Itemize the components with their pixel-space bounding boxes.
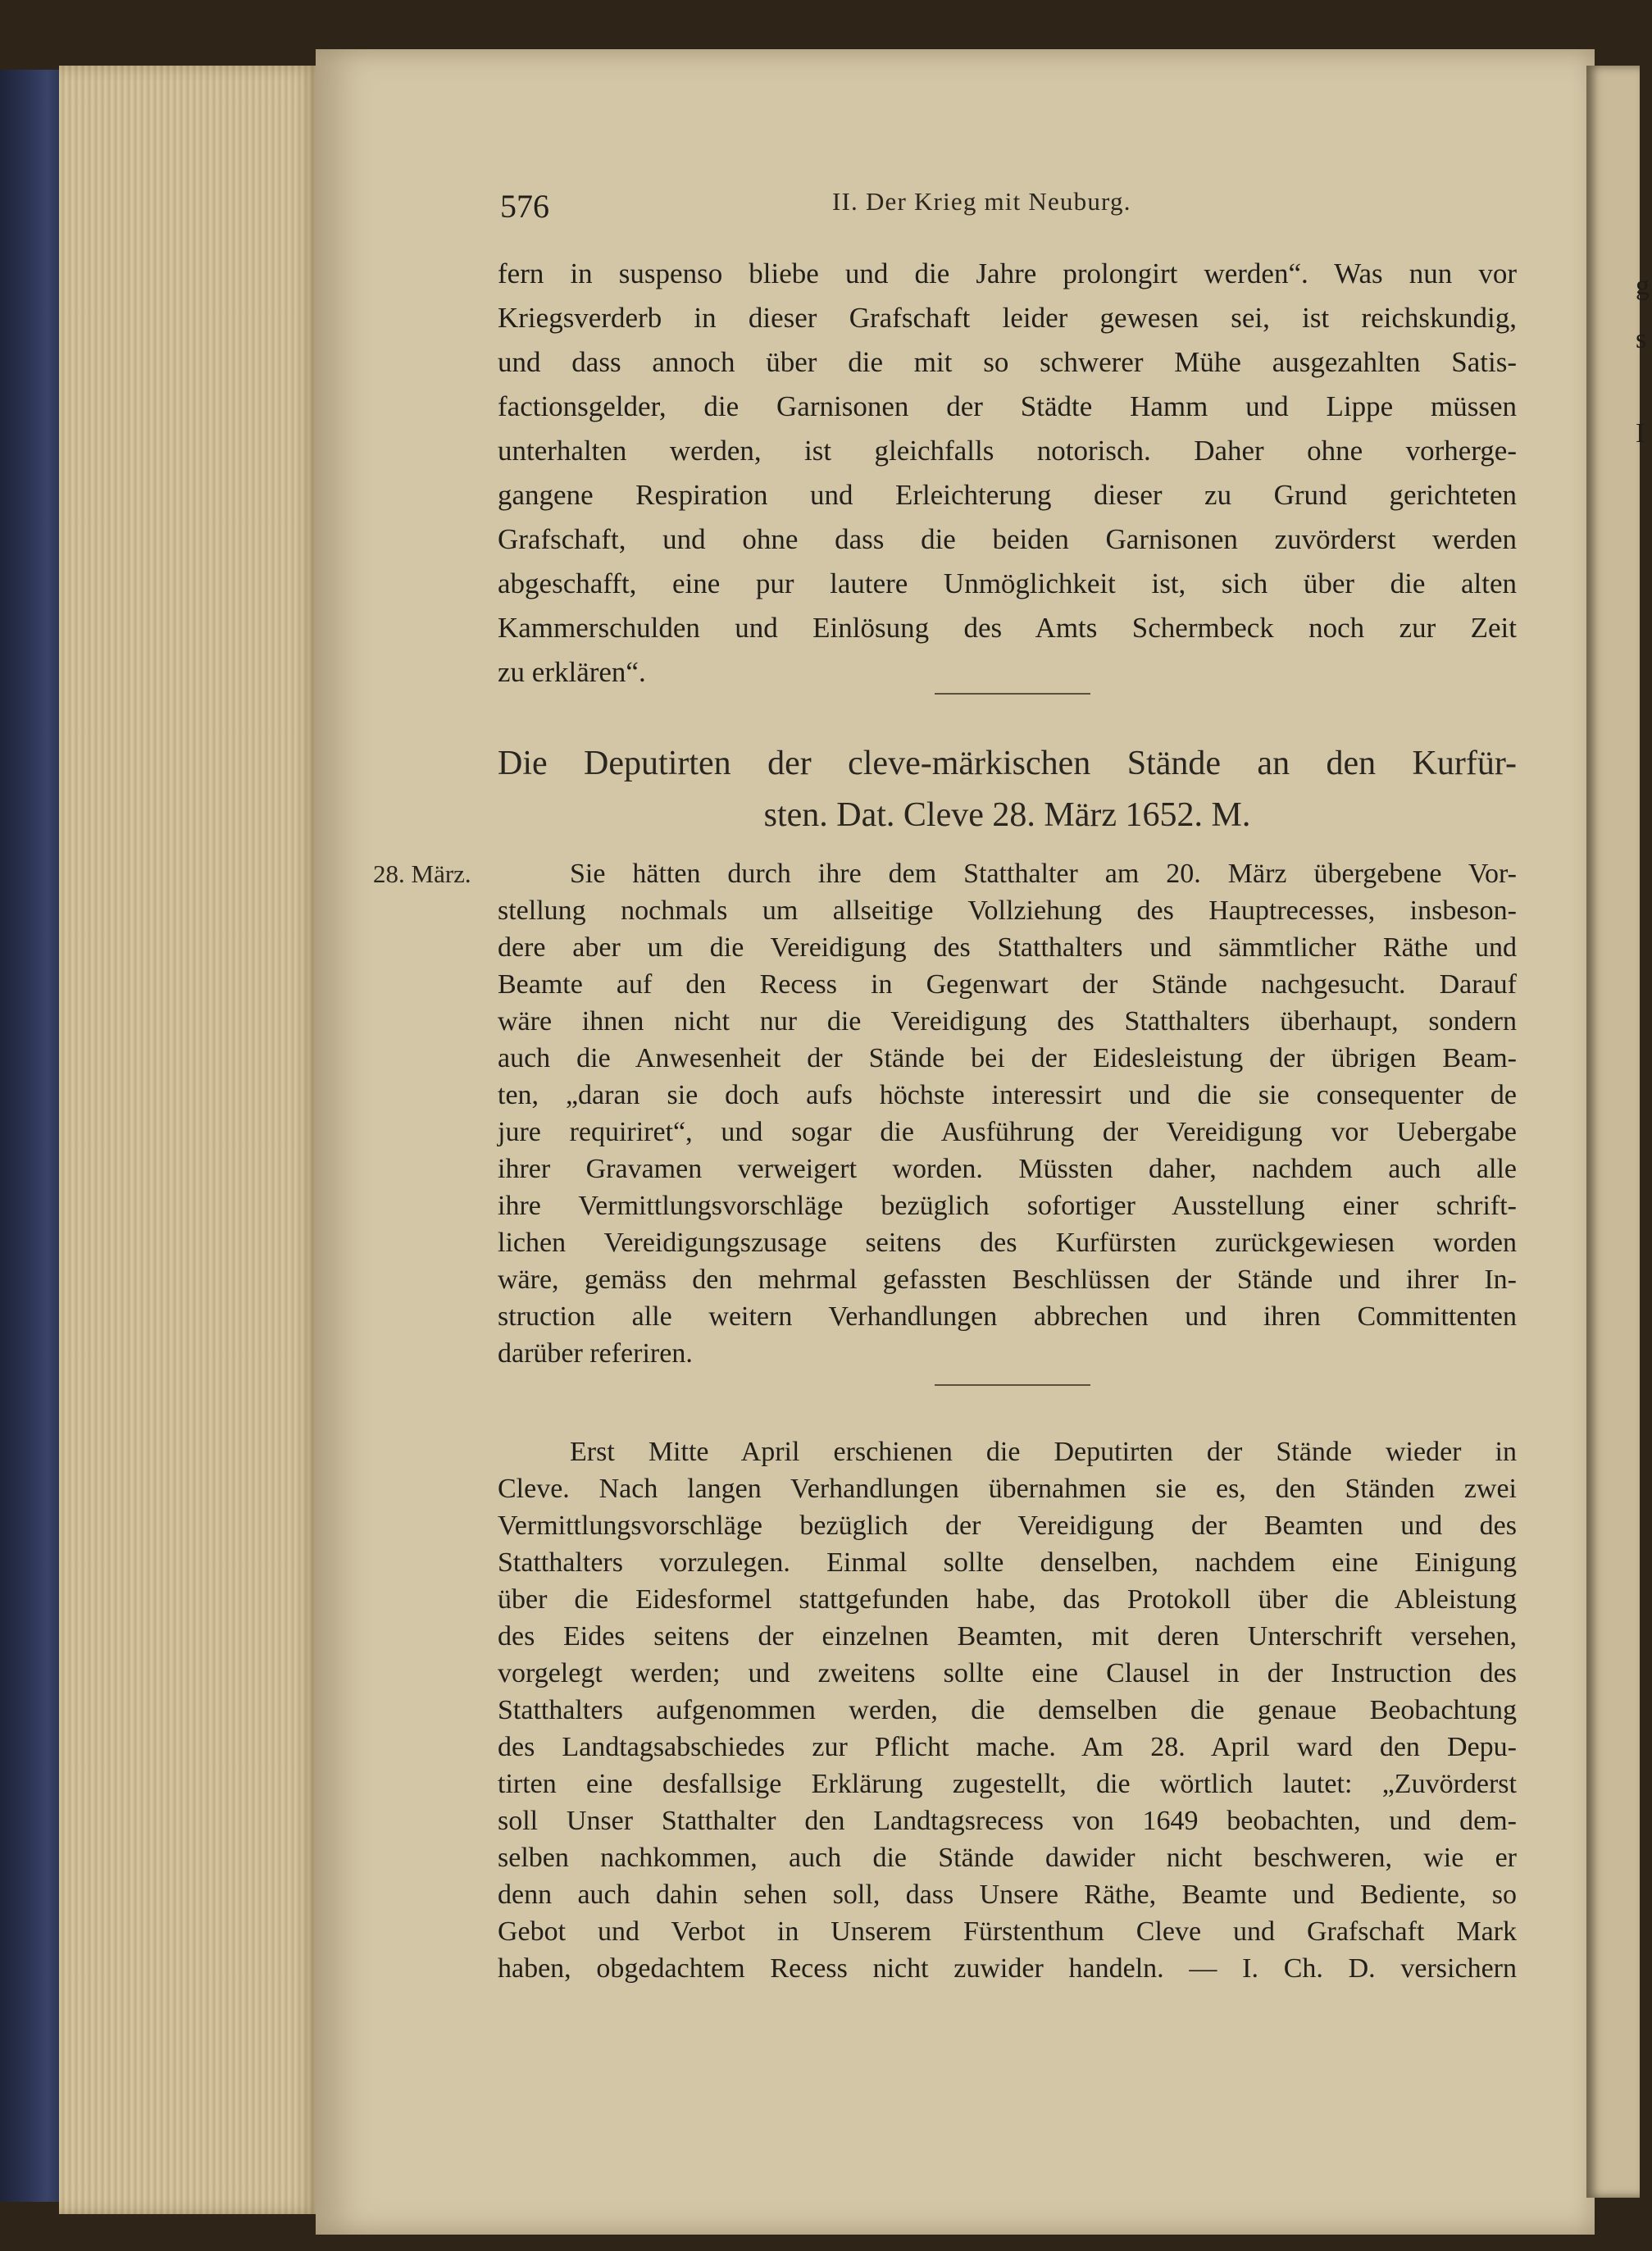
text-line: Grafschaft, und ohne dass die beiden Garnisonen zuvörderst werden bbox=[498, 523, 1517, 555]
text-line: ihrer Gravamen verweigert worden. Müssten daher, nachdem auch alle bbox=[498, 1154, 1517, 1184]
facing-page-fragment: s bbox=[1636, 324, 1647, 354]
section-divider bbox=[935, 1384, 1090, 1386]
paragraph-continuation bbox=[498, 252, 1517, 695]
text-line: abgeschafft, eine pur lautere Unmöglichkeit ist, sich über die alten bbox=[498, 567, 1517, 599]
text-line: lichen Vereidigungszusage seitens des Kurfürsten zurückgewiesen worden bbox=[498, 1228, 1517, 1258]
text-line: Statthalters vorzulegen. Einmal sollte denselben, nachdem eine Einigung bbox=[498, 1547, 1517, 1578]
paragraph-narrative bbox=[498, 1433, 1517, 1987]
text-line: auch die Anwesenheit der Stände bei der Eidesleistung der übrigen Beam- bbox=[498, 1043, 1517, 1073]
text-line: selben nachkommen, auch die Stände dawider nicht beschweren, wie er bbox=[498, 1843, 1517, 1873]
book-cover-edge bbox=[0, 70, 67, 2202]
facing-page-edge bbox=[1586, 66, 1650, 2198]
text-line: Kammerschulden und Einlösung des Amts Schermbeck noch zur Zeit bbox=[498, 612, 1517, 644]
text-line: wäre, gemäss den mehrmal gefassten Beschlüssen der Stände und ihrer In- bbox=[498, 1264, 1517, 1295]
text-line: soll Unser Statthalter den Landtagsrecess von 1649 beobachten, und dem- bbox=[498, 1806, 1517, 1836]
text-line: Gebot und Verbot in Unserem Fürstenthum Cleve und Grafschaft Mark bbox=[498, 1916, 1517, 1947]
text-line: ihre Vermittlungsvorschläge bezüglich sofortiger Ausstellung einer schrift- bbox=[498, 1191, 1517, 1221]
text-line: stellung nochmals um allseitige Vollziehung des Hauptrecesses, insbeson- bbox=[498, 895, 1517, 926]
text-line: des Landtagsabschiedes zur Pflicht mache. Am 28. April ward den Depu- bbox=[498, 1732, 1517, 1762]
facing-page-fragment: g bbox=[1636, 271, 1650, 301]
text-line: Statthalters aufgenommen werden, die demselben die genaue Beobachtung bbox=[498, 1695, 1517, 1725]
text-line: und dass annoch über die mit so schwerer Mühe ausgezahlten Satis- bbox=[498, 346, 1517, 378]
text-line: zu erklären“. bbox=[498, 656, 646, 688]
text-line: struction alle weitern Verhandlungen abbrechen und ihren Committenten bbox=[498, 1301, 1517, 1332]
text-line: dere aber um die Vereidigung des Statthalters und sämmtlicher Räthe und bbox=[498, 932, 1517, 963]
facing-page-fragment: I bbox=[1636, 418, 1645, 449]
text-line: fern in suspenso bliebe und die Jahre prolongirt werden“. Was nun vor bbox=[498, 257, 1517, 289]
text-line: über die Eidesformel stattgefunden habe, das Protokoll über die Ableistung bbox=[498, 1584, 1517, 1615]
margin-date: 28. März. bbox=[373, 859, 471, 888]
section-divider bbox=[935, 693, 1090, 695]
text-line: ten, „daran sie doch aufs höchste interessirt und die sie consequenter de bbox=[498, 1080, 1517, 1110]
page-number: 576 bbox=[500, 188, 549, 225]
text-line: Vermittlungsvorschläge bezüglich der Vereidigung der Beamten und des bbox=[498, 1511, 1517, 1541]
paragraph-summary bbox=[498, 855, 1517, 1372]
text-line: haben, obgedachtem Recess nicht zuwider handeln. — I. Ch. D. versichern bbox=[498, 1953, 1517, 1984]
text-line: tirten eine desfallsige Erklärung zugestellt, die wörtlich lautet: „Zuvörderst bbox=[498, 1769, 1517, 1799]
text-line: Sie hätten durch ihre dem Statthalter am 20. März übergebene Vor- bbox=[570, 859, 1517, 889]
heading-line: Die Deputirten der cleve-märkischen Stände an den Kurfür- bbox=[498, 745, 1517, 782]
heading-line: sten. Dat. Cleve 28. März 1652. M. bbox=[763, 796, 1251, 834]
text-line: Kriegsverderb in dieser Grafschaft leider gewesen sei, ist reichskundig, bbox=[498, 302, 1517, 334]
section-heading bbox=[498, 738, 1517, 841]
text-line: des Eides seitens der einzelnen Beamten, mit deren Unterschrift versehen, bbox=[498, 1621, 1517, 1652]
text-line: factionsgelder, die Garnisonen der Städte Hamm und Lippe müssen bbox=[498, 390, 1517, 422]
text-line: Cleve. Nach langen Verhandlungen übernahmen sie es, den Ständen zwei bbox=[498, 1474, 1517, 1504]
running-title: II. Der Krieg mit Neuburg. bbox=[832, 187, 1131, 216]
text-line: wäre ihnen nicht nur die Vereidigung des Statthalters überhaupt, sondern bbox=[498, 1006, 1517, 1037]
text-line: Beamte auf den Recess in Gegenwart der Stände nachgesucht. Darauf bbox=[498, 969, 1517, 1000]
text-line: unterhalten werden, ist gleichfalls notorisch. Daher ohne vorherge- bbox=[498, 435, 1517, 467]
text-line: jure requiriret“, und sogar die Ausführung der Vereidigung vor Uebergabe bbox=[498, 1117, 1517, 1147]
text-line: darüber referiren. bbox=[498, 1338, 693, 1369]
page-edges-stack bbox=[59, 66, 321, 2214]
text-line: Erst Mitte April erschienen die Deputirten der Stände wieder in bbox=[570, 1437, 1517, 1467]
text-line: gangene Respiration und Erleichterung dieser zu Grund gerichteten bbox=[498, 479, 1517, 511]
text-line: denn auch dahin sehen soll, dass Unsere Räthe, Beamte und Bediente, so bbox=[498, 1880, 1517, 1910]
text-line: vorgelegt werden; und zweitens sollte eine Clausel in der Instruction des bbox=[498, 1658, 1517, 1688]
